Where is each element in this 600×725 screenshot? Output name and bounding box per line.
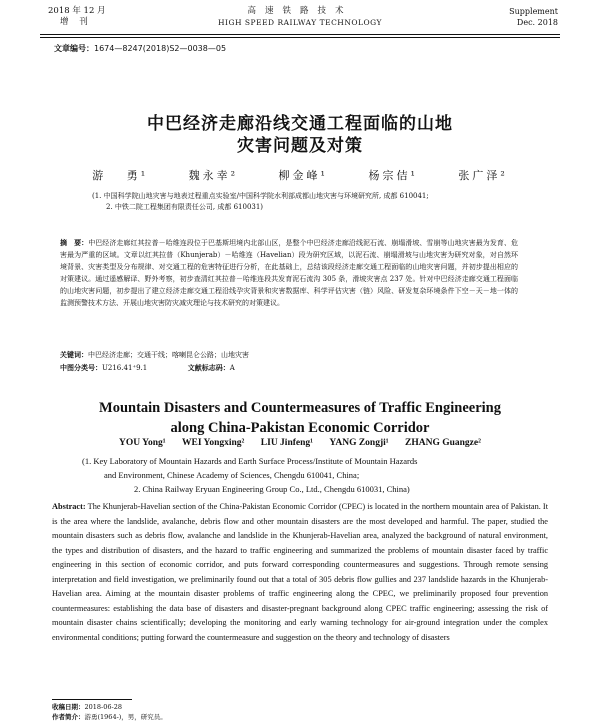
issue-date: 2018 年 12 月 [48,6,106,16]
cn-author: 张广泽² [458,169,508,182]
en-authors [0,438,600,448]
header-rule [40,34,560,35]
cn-class-label: 中图分类号： [60,364,102,372]
cn-doc-code-value: A [229,364,235,372]
en-author: YANG Zongji¹ [329,438,389,448]
footnote [52,702,167,722]
journal-name-cn: 高速铁路技术 [247,6,353,16]
en-abstract-label: Abstract: [52,502,86,511]
cn-abstract [60,237,518,309]
cn-author: 杨宗佶¹ [368,169,418,182]
header-rule-thin [40,37,560,38]
cn-doc-code-label: 文献标志码： [187,364,230,372]
author-bio-label: 作者简介： [52,713,85,721]
en-author: WEI Yongxing² [181,438,245,448]
supplement-date: Dec. 2018 [516,18,558,27]
received-value: 2018-06-28 [84,703,122,711]
en-affiliations [82,454,548,496]
en-author: YOU Yong¹ [119,438,166,448]
running-header-right [509,6,558,28]
article-number [54,43,226,54]
cn-abstract-label: 摘 要： [60,239,89,247]
cn-affiliation-2: 2. 中铁二院工程集团有限责任公司, 成都 610031) [106,203,264,211]
supplement-label: Supplement [509,7,558,16]
author-bio-value: 游勇(1964-)，男，研究员。 [84,713,167,721]
cn-classification [60,363,235,373]
cn-author: 魏永幸² [188,169,239,182]
cn-keywords [60,350,249,360]
cn-title-line1: 中巴经济走廊沿线交通工程面临的山地 [147,114,453,134]
cn-title [0,113,600,157]
article-number-value: 1674—8247(2018)S2—0038—05 [94,44,227,53]
en-affiliation-2: 2. China Railway Eryuan Engineering Group Co., Ltd., Chengdu 610031, China) [134,484,410,494]
cn-keywords-label: 关键词： [60,351,88,359]
cn-affiliation-1: (1. 中国科学院山地灾害与地表过程重点实验室/中国科学院水利部成都山地灾害与环境研究所, 成都 610041; [92,192,429,200]
en-affiliation-1-cont: and Environment, Chinese Academy of Sciences, Chengdu 610041, China; [104,470,360,480]
cn-affiliations [92,191,560,213]
en-author: LIU Jinfeng¹ [260,438,313,448]
en-affiliation-1: (1. Key Laboratory of Mountain Hazards and Earth Surface Process/Institute of Mountain Hazards [82,456,418,466]
cn-author: 游 勇¹ [92,169,149,182]
en-author: ZHANG Guangze² [405,438,481,448]
issue-type: 增 刊 [60,17,92,27]
received-label: 收稿日期： [52,703,85,711]
cn-title-line2: 灾害问题及对策 [237,136,363,156]
en-title-line2: along China-Pakistan Economic Corridor [170,420,430,436]
en-abstract [52,500,548,645]
cn-author: 柳金峰¹ [278,169,328,182]
cn-class-value: U216.41⁺9.1 [102,364,148,372]
author-bio [52,712,167,722]
en-abstract-text: The Khunjerab-Havelian section of the China-Pakistan Economic Corridor (CPEC) is located in the northern mountain area of Pakistan. It is the area where the landslide, avalanche, debris flow and other mountain disasters are the most developed and harmful. The paper, studied the mountain disasters such as debris flow, avalanche and landslide in the Khunjerab-Havelian area, analyzed the background of natural environment, the types and distribution of disasters, and the hazard to traffic engineering and summarized the problems of mountain disaster faced by traffic engineering in this section of economic corridor, and puts forward corresponding countermeasures and suggestions. Through remote sensing interpretation and field investigation, we preliminarily found out that a total of 305 debris flow gullies and 237 landslide hazards in the Khunjerab-Havelian area. Aiming at the mountain disaster problems of traffic engineering along the CPEC, we preliminarily proposed four prevention countermeasures: establishing the data base of disasters and disaster-pregnant background along CPEC traffic engineering; assessing the risk of mountain disaster chains scientifically; developing the monitoring and early warning technology for air-ground integration under the complex environmental conditions; putting forward the countermeasure and suggestion on the theory and technology of disasters [52,502,548,642]
article-number-label: 文章编号： [54,44,94,53]
en-title-line1: Mountain Disasters and Countermeasures of Traffic Engineering [99,400,501,416]
cn-keywords-text: 中巴经济走廊；交通干线；喀喇昆仑公路；山地灾害 [88,351,249,359]
footnote-rule [52,699,132,700]
en-title [0,398,600,438]
journal-name-en: HIGH SPEED RAILWAY TECHNOLOGY [218,18,382,27]
received-date [52,702,167,712]
cn-abstract-text: 中巴经济走廊红其拉普－哈维连段位于巴基斯坦境内北部山区，是整个中巴经济走廊沿线泥石流、崩塌滑坡、雪崩等山地灾害最为发育、危害最为严重的区域。文章以红其拉普（Khunjerab）－哈维连（Havelian）段为研究区域，以泥石流、崩塌滑坡与山地灾害为研究对象，对自然环境背景、灾害类型及分布规律、对交通工程的危害特征进行分析，在此基础上，总结该段经济走廊交通工程面临的山地灾害问题，并初步提出相应的对策建议。通过遥感解译、野外考察，初步查清红其拉普－哈维连段共发育泥石流沟 305 条，滑坡灾害点 237 处。针对中巴经济走廊交通工程面临的山地灾害问题，初步提出了建立经济走廊交通工程沿线孕灾背景和灾害数据库、科学评估灾害（链）风险、研发复杂环境条件下空－天－地一体的监测预警技术方法、开展山地灾害防灾减灾理论与技术研究的对策建议。 [60,239,518,307]
cn-authors [0,167,600,183]
